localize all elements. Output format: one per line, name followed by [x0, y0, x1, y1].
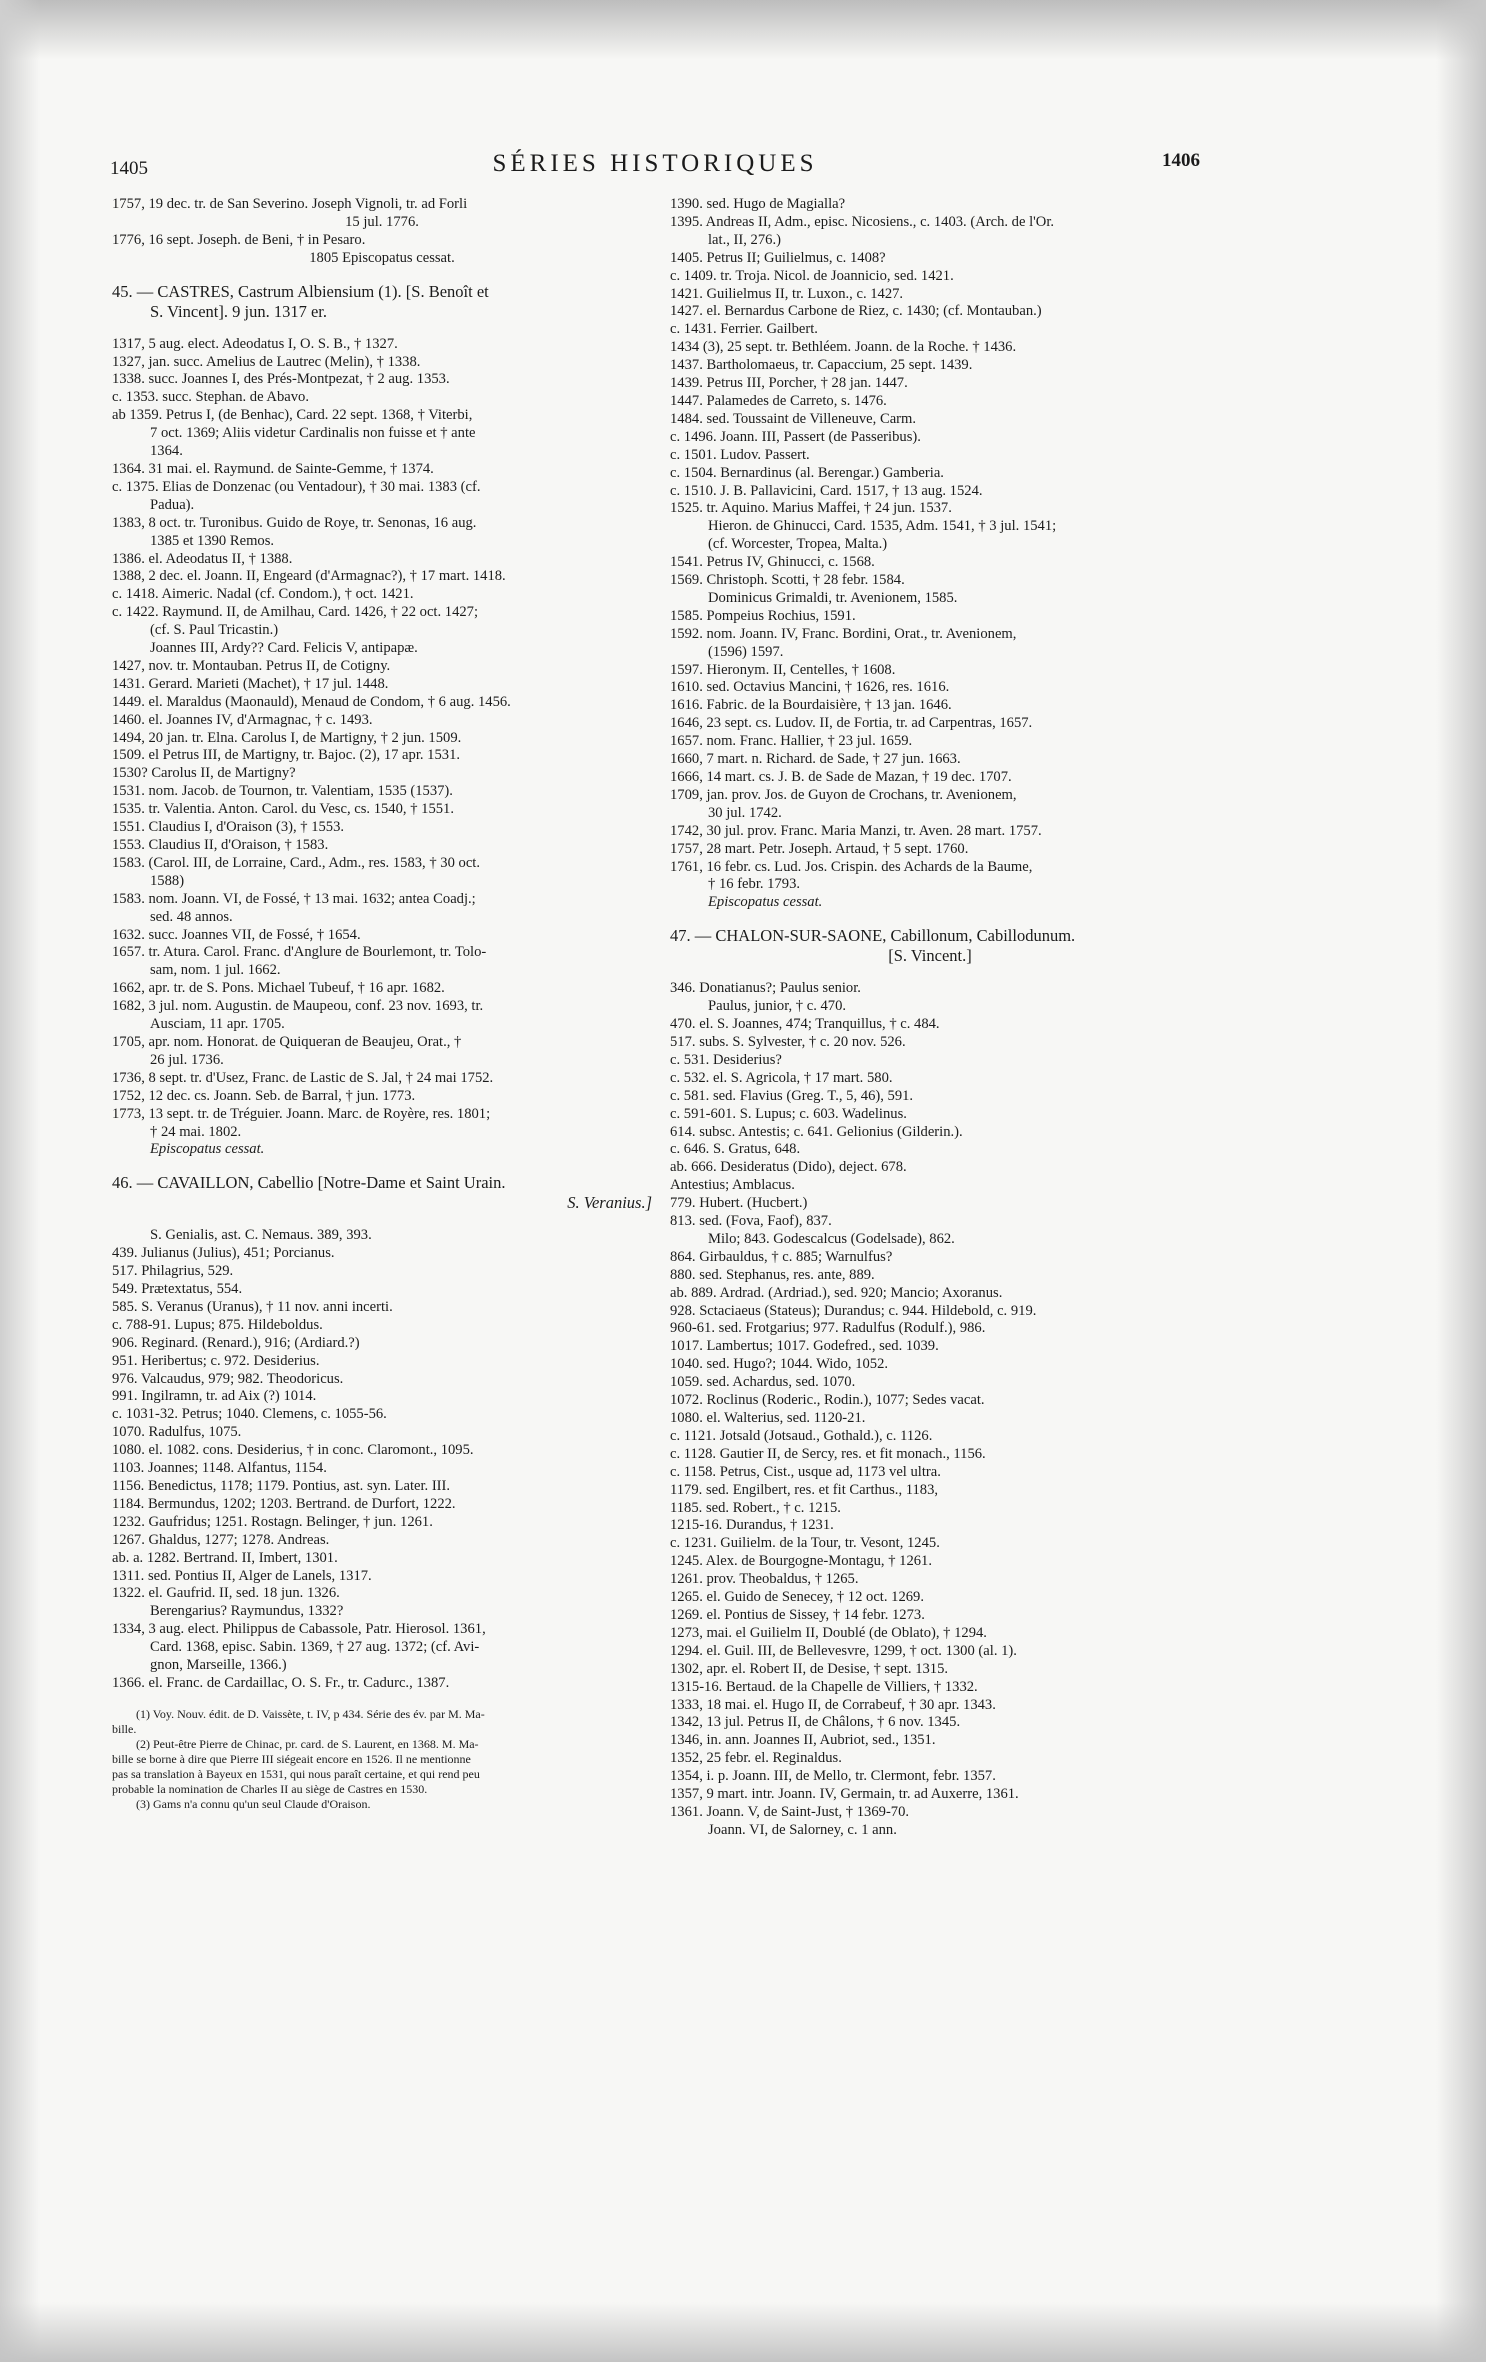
entry-line: Joann. VI, de Salorney, c. 1 ann. [708, 1821, 897, 1838]
entry-line: 1317, 5 aug. elect. Adeodatus I, O. S. B., † 1327. [112, 335, 398, 352]
entry-line: c. 1418. Aimeric. Nadal (cf. Condom.), † oct. 1421. [112, 586, 414, 603]
entry-line: 1535. tr. Valentia. Anton. Carol. du Vesc, cs. 1540, † 1551. [112, 801, 454, 818]
entry-line: 1245. Alex. de Bourgogne-Montagu, † 1261. [670, 1553, 932, 1570]
entry-line: 1080. el. Walterius, sed. 1120-21. [670, 1410, 866, 1426]
entry-line: 1657. nom. Franc. Hallier, † 23 jul. 1659. [670, 733, 913, 750]
entry-line: 1342, 13 jul. Petrus II, de Châlons, † 6 nov. 1345. [670, 1714, 961, 1731]
entry-line: Episcopatus cessat. [708, 894, 823, 911]
entry-line: 1585. Pompeius Rochius, 1591. [670, 607, 856, 624]
footnote-line: pas sa translation à Bayeux en 1531, qui nous paraît certaine, et qui rend peu [112, 1766, 480, 1781]
section-subheading: S. Vincent]. 9 jun. 1317 er. [150, 301, 327, 321]
entry-line: 1541. Petrus IV, Ghinucci, c. 1568. [670, 554, 875, 571]
section-castres [112, 282, 652, 1160]
entry-line: Milo; 843. Godescalcus (Godelsade), 862. [708, 1230, 955, 1247]
entry-line: c. 1496. Joann. III, Passert (de Passeribus). [670, 428, 921, 445]
entry-line: gnon, Marseille, 1366.) [150, 1657, 287, 1674]
entry-line: 1103. Joannes; 1148. Alfantus, 1154. [112, 1460, 327, 1477]
entry-line: 1352, 25 febr. el. Reginaldus. [670, 1750, 842, 1767]
entry-line: 1040. sed. Hugo?; 1044. Wido, 1052. [670, 1356, 889, 1373]
entry-line: 1705, apr. nom. Honorat. de Quiqueran de Beaujeu, Orat., † [112, 1033, 462, 1050]
entry-line: 1666, 14 mart. cs. J. B. de Sade de Mazan, † 19 dec. 1707. [670, 769, 1012, 785]
entry-line: 1583. nom. Joann. VI, de Fossé, † 13 mai. 1632; antea Coadj.; [112, 890, 476, 907]
entry-line: 1460. el. Joannes IV, d'Armagnac, † c. 1493. [112, 711, 373, 728]
entry-line: c. 1510. J. B. Pallavicini, Card. 1517, † 13 aug. 1524. [670, 482, 983, 499]
entry-line: 928. Sctaciaeus (Stateus); Durandus; c. 944. Hildebold, c. 919. [670, 1302, 1037, 1319]
entry-line: 1338. succ. Joannes I, des Prés-Montpezat, † 2 aug. 1353. [112, 371, 450, 388]
entry-line: c. 1353. succ. Stephan. de Abavo. [112, 389, 309, 406]
entry-line: c. 1231. Guilielm. de la Tour, tr. Vesont, 1245. [670, 1535, 940, 1552]
entry-line: 346. Donatianus?; Paulus senior. [670, 980, 861, 997]
entry-line: 1294. el. Guil. III, de Bellevesvre, 1299, † oct. 1300 (al. 1). [670, 1642, 1017, 1659]
entry-line: 1646, 23 sept. cs. Ludov. II, de Fortia, tr. ad Carpentras, 1657. [670, 715, 1033, 732]
entry-line: 1215-16. Durandus, † 1231. [670, 1517, 834, 1534]
entry-line: 1346, in. ann. Joannes II, Aubriot, sed., 1351. [670, 1732, 936, 1749]
entry-line: Hieron. de Ghinucci, Card. 1535, Adm. 1541, † 3 jul. 1541; [708, 518, 1057, 535]
section-heading: 47. — CHALON-SUR-SAONE, Cabillonum, Cabillodunum. [670, 926, 1076, 946]
entry-line: 1736, 8 sept. tr. d'Usez, Franc. de Lastic de S. Jal, † 24 mai 1752. [112, 1069, 494, 1086]
entry-line: 1447. Palamedes de Carreto, s. 1476. [670, 392, 887, 409]
entry-line: 1530? Carolus II, de Martigny? [112, 765, 296, 782]
entry-line: 1267. Ghaldus, 1277; 1278. Andreas. [112, 1531, 330, 1548]
entry-line: 1525. tr. Aquino. Marius Maffei, † 24 jun. 1537. [670, 500, 952, 517]
footnotes [112, 1707, 652, 1812]
entry-line: 1531. nom. Jacob. de Tournon, tr. Valentiam, 1535 (1537). [112, 783, 453, 800]
entry-line: 1017. Lambertus; 1017. Godefred., sed. 1039. [670, 1338, 939, 1355]
entry-line: lat., II, 276.) [708, 231, 781, 248]
entry-line: 7 oct. 1369; Aliis videtur Cardinalis non fuisse et † ante [150, 425, 476, 442]
entry-line: 1273, mai. el Guilielm II, Doublé (de Oblato), † 1294. [670, 1624, 987, 1641]
entry-line: S. Genialis, ast. C. Nemaus. 389, 393. [150, 1227, 372, 1244]
entry-line: 1583. (Carol. III, de Lorraine, Card., Adm., res. 1583, † 30 oct. [112, 854, 481, 871]
entry-line: c. 1409. tr. Troja. Nicol. de Joannicio, sed. 1421. [670, 267, 954, 284]
entry-line: 26 jul. 1736. [150, 1051, 224, 1068]
entry-line: 960-61. sed. Frotgarius; 977. Radulfus (Rodulf.), 986. [670, 1320, 986, 1337]
entry-line: ab. 666. Desideratus (Dido), deject. 678. [670, 1159, 907, 1176]
entry-line: 976. Valcaudus, 979; 982. Theodoricus. [112, 1370, 344, 1387]
entry-line: 1179. sed. Engilbert, res. et fit Carthus., 1183, [670, 1481, 939, 1498]
entry-line: Dominicus Grimaldi, tr. Avenionem, 1585. [708, 589, 958, 606]
entry-line: 1761, 16 febr. cs. Lud. Jos. Crispin. des Achards de la Baume, [670, 858, 1033, 875]
entry-line: 1184. Bermundus, 1202; 1203. Bertrand. de Durfort, 1222. [112, 1495, 456, 1512]
running-header [110, 150, 1200, 180]
entry-line: c. 1375. Elias de Donzenac (ou Ventadour), † 30 mai. 1383 (cf. [112, 478, 481, 495]
section-subheading: [S. Vincent.] [888, 946, 972, 966]
entry-line: 549. Prætextatus, 554. [112, 1281, 243, 1298]
footnote-line: bille. [112, 1721, 137, 1736]
entry-line: c. 1422. Raymund. II, de Amilhau, Card. 1426, † 22 oct. 1427; [112, 604, 479, 621]
scan-edge-left [0, 0, 40, 2362]
entry-line: 906. Reginard. (Renard.), 916; (Ardiard.?) [112, 1334, 360, 1351]
footnote-line: bille se borne à dire que Pierre III siégeait encore en 1526. Il ne mentionne [112, 1751, 471, 1766]
entry-line: c. 646. S. Gratus, 648. [670, 1141, 801, 1158]
entry-line: 1752, 12 dec. cs. Joann. Seb. de Barral, † jun. 1773. [112, 1087, 416, 1104]
scan-edge-top [0, 0, 1486, 60]
entry-line: c. 591-601. S. Lupus; c. 603. Wadelinus. [670, 1105, 907, 1122]
entry-line: 813. sed. (Fova, Faof), 837. [670, 1213, 832, 1230]
entry-line: 1776, 16 sept. Joseph. de Beni, † in Pesaro. [112, 231, 366, 248]
entry-line: 1334, 3 aug. elect. Philippus de Cabassole, Patr. Hierosol. 1361, [112, 1621, 486, 1638]
entry-line: 1156. Benedictus, 1178; 1179. Pontius, ast. syn. Later. III. [112, 1478, 451, 1494]
entry-line: 1364. [150, 443, 183, 460]
section-chalon-sur-saone [670, 926, 1190, 1840]
entry-line: 1509. el Petrus III, de Martigny, tr. Bajoc. (2), 17 apr. 1531. [112, 747, 461, 764]
entry-line: 864. Girbauldus, † c. 885; Warnulfus? [670, 1248, 893, 1265]
section-cavaillon [112, 1173, 652, 1693]
entry-line: c. 1121. Jotsald (Jotsaud., Gothald.), c. 1126. [670, 1427, 933, 1444]
entry-line: 1322. el. Gaufrid. II, sed. 18 jun. 1326. [112, 1585, 340, 1602]
entry-line: 1592. nom. Joann. IV, Franc. Bordini, Orat., tr. Avenionem, [670, 625, 1017, 642]
entry-line: 1311. sed. Pontius II, Alger de Lanels, 1317. [112, 1567, 372, 1584]
entry-line: 1431. Gerard. Marieti (Machet), † 17 jul. 1448. [112, 675, 389, 692]
entry-line: 1390. sed. Hugo de Magialla? [670, 196, 846, 212]
entry-line: 1364. 31 mai. el. Raymund. de Sainte-Gemme, † 1374. [112, 460, 434, 477]
entry-line: 1232. Gaufridus; 1251. Rostagn. Belinger, † jun. 1261. [112, 1513, 433, 1530]
entry-line: 1185. sed. Robert., † c. 1215. [670, 1499, 841, 1516]
entry-line: 1632. succ. Joannes VII, de Fossé, † 1654. [112, 926, 361, 943]
entry-line: sam, nom. 1 jul. 1662. [150, 962, 281, 979]
page-number-right: 1406 [1162, 150, 1200, 171]
entry-line: 517. subs. S. Sylvester, † c. 20 nov. 526. [670, 1033, 906, 1050]
entry-line: 470. el. S. Joannes, 474; Tranquillus, † c. 484. [670, 1016, 940, 1033]
entry-line: 1427, nov. tr. Montauban. Petrus II, de Cotigny. [112, 657, 391, 674]
entry-line: Ausciam, 11 apr. 1705. [150, 1016, 285, 1033]
entry-line: 1395. Andreas II, Adm., episc. Nicosiens., c. 1403. (Arch. de l'Or. [670, 213, 1055, 230]
entry-line: 1261. prov. Theobaldus, † 1265. [670, 1571, 859, 1588]
entry-line: 1551. Claudius I, d'Oraison (3), † 1553. [112, 819, 345, 836]
entry-line: c. 1501. Ludov. Passert. [670, 446, 810, 463]
entry-line: 1388, 2 dec. el. Joann. II, Engeard (d'Armagnac?), † 17 mart. 1418. [112, 568, 506, 585]
footnote-line: (3) Gams n'a connu qu'un seul Claude d'Oraison. [136, 1796, 371, 1811]
entry-line: Card. 1368, episc. Sabin. 1369, † 27 aug. 1372; (cf. Avi- [150, 1639, 480, 1656]
entry-line: c. 531. Desiderius? [670, 1051, 782, 1068]
entry-line: 1437. Bartholomaeus, tr. Capaccium, 25 sept. 1439. [670, 357, 973, 374]
entry-line: 1616. Fabric. de la Bourdaisière, † 13 jan. 1646. [670, 697, 952, 714]
entry-line: c. 581. sed. Flavius (Greg. T., 5, 46), 591. [670, 1087, 914, 1104]
scan-edge-bottom [0, 2302, 1486, 2362]
entry-line: 1302, apr. el. Robert II, de Desise, † sept. 1315. [670, 1660, 949, 1677]
entry-line: ab 1359. Petrus I, (de Benhac), Card. 22 sept. 1368, † Viterbi, [112, 407, 473, 424]
entry-line: 585. S. Veranus (Uranus), † 11 nov. anni incerti. [112, 1298, 393, 1315]
entry-line: 1569. Christoph. Scotti, † 28 febr. 1584. [670, 572, 905, 589]
cavaillon-continued-entries [670, 196, 1190, 912]
entry-line: 1757, 28 mart. Petr. Joseph. Artaud, † 5 sept. 1760. [670, 840, 969, 857]
entry-line: c. 1128. Gautier II, de Sercy, res. et fit monach., 1156. [670, 1445, 986, 1462]
entry-line: 1597. Hieronym. II, Centelles, † 1608. [670, 661, 896, 678]
entry-line: 1385 et 1390 Remos. [150, 532, 275, 549]
section-entries [112, 1227, 652, 1693]
section-heading: 45. — CASTRES, Castrum Albiensium (1). [S. Benoît et [112, 281, 489, 301]
entry-line: 1383, 8 oct. tr. Turonibus. Guido de Roye, tr. Senonas, 16 aug. [112, 514, 477, 531]
entry-line: (cf. Worcester, Tropea, Malta.) [708, 536, 888, 553]
entry-line: 1080. el. 1082. cons. Desiderius, † in conc. Claromont., 1095. [112, 1442, 474, 1459]
entry-line: 439. Julianus (Julius), 451; Porcianus. [112, 1245, 335, 1262]
entry-line: 991. Ingilramn, tr. ad Aix (?) 1014. [112, 1388, 317, 1405]
entry-line: 1072. Roclinus (Roderic., Rodin.), 1077; Sedes vacat. [670, 1392, 985, 1409]
entry-line: † 16 febr. 1793. [708, 876, 801, 893]
entry-line: 1662, apr. tr. de S. Pons. Michael Tubeuf, † 16 apr. 1682. [112, 980, 445, 997]
entry-line: 517. Philagrius, 529. [112, 1263, 234, 1280]
entry-line: 1610. sed. Octavius Mancini, † 1626, res. 1616. [670, 679, 950, 696]
entry-line: 1742, 30 jul. prov. Franc. Maria Manzi, tr. Aven. 28 mart. 1757. [670, 822, 1042, 839]
entry-line: 15 jul. 1776. [345, 213, 419, 230]
entry-line: 30 jul. 1742. [708, 804, 782, 821]
entry-line: 1439. Petrus III, Porcher, † 28 jan. 1447. [670, 375, 908, 392]
entry-line: 1265. el. Guido de Senecey, † 12 oct. 1269. [670, 1589, 924, 1606]
page-number-left: 1405 [110, 158, 148, 179]
castres-preceding-entries [112, 196, 652, 268]
entry-line: sed. 48 annos. [150, 908, 233, 925]
entry-line: 1421. Guilielmus II, tr. Luxon., c. 1427. [670, 285, 904, 302]
running-title: SÉRIES HISTORIQUES [492, 150, 818, 177]
entry-line: 1449. el. Maraldus (Maonauld), Menaud de Condom, † 6 aug. 1456. [112, 693, 511, 710]
entry-line: 1427. el. Bernardus Carbone de Riez, c. 1430; (cf. Montauban.) [670, 303, 1042, 320]
entry-line: c. 1031-32. Petrus; 1040. Clemens, c. 1055-56. [112, 1406, 387, 1423]
entry-line: 1070. Radulfus, 1075. [112, 1424, 242, 1441]
entry-line: 1405. Petrus II; Guilielmus, c. 1408? [670, 249, 886, 266]
entry-line: 1327, jan. succ. Amelius de Lautrec (Melin), † 1338. [112, 353, 421, 370]
entry-line: 880. sed. Stephanus, res. ante, 889. [670, 1266, 875, 1283]
entry-line: 1660, 7 mart. n. Richard. de Sade, † 27 jun. 1663. [670, 751, 961, 768]
entry-line: Paulus, junior, † c. 470. [708, 998, 847, 1015]
entry-line: c. 1504. Bernardinus (al. Berengar.) Gamberia. [670, 464, 944, 481]
entry-line: 1588) [150, 872, 185, 889]
section-heading: 46. — CAVAILLON, Cabellio [Notre-Dame et Saint Urain. [112, 1173, 506, 1193]
entry-line: Episcopatus cessat. [150, 1141, 265, 1158]
entry-line: Antestius; Amblacus. [670, 1177, 795, 1194]
entry-line: 614. subsc. Antestis; c. 641. Gelionius (Gilderin.). [670, 1123, 963, 1140]
section-entries [670, 980, 1190, 1840]
entry-line: 1682, 3 jul. nom. Augustin. de Maupeou, conf. 23 nov. 1693, tr. [112, 998, 484, 1015]
entry-line: ab. a. 1282. Bertrand. II, Imbert, 1301. [112, 1549, 338, 1566]
section-entries [112, 336, 652, 1160]
entry-line: 1361. Joann. V, de Saint-Just, † 1369-70. [670, 1803, 910, 1820]
entry-line: 1366. el. Franc. de Cardaillac, O. S. Fr., tr. Cadurc., 1387. [112, 1674, 450, 1691]
entry-line: 1315-16. Bertaud. de la Chapelle de Villiers, † 1332. [670, 1678, 978, 1695]
entry-line: 1357, 9 mart. intr. Joann. IV, Germain, tr. ad Auxerre, 1361. [670, 1786, 1019, 1803]
footnote-line: (1) Voy. Nouv. édit. de D. Vaissète, t. IV, p 434. Série des év. par M. Ma- [136, 1706, 485, 1721]
entry-line: 1269. el. Pontius de Sissey, † 14 febr. 1273. [670, 1606, 925, 1623]
scan-edge-right [1436, 0, 1486, 2362]
footnote-line: (2) Peut-être Pierre de Chinac, pr. card. de S. Laurent, en 1368. M. Ma- [136, 1736, 479, 1751]
entry-line: 1657. tr. Atura. Carol. Franc. d'Anglure de Bourlemont, tr. Tolo- [112, 944, 487, 961]
entry-line: 1059. sed. Achardus, sed. 1070. [670, 1374, 856, 1391]
entry-line: (cf. S. Paul Tricastin.) [150, 622, 279, 639]
entry-line: c. 1431. Ferrier. Gailbert. [670, 321, 818, 338]
entry-line: c. 532. el. S. Agricola, † 17 mart. 580. [670, 1069, 893, 1086]
entry-line: 1805 Episcopatus cessat. [309, 249, 455, 266]
entry-line: (1596) 1597. [708, 643, 784, 660]
left-column [112, 196, 652, 1812]
entry-line: Berengarius? Raymundus, 1332? [150, 1603, 344, 1620]
entry-line: 1773, 13 sept. tr. de Tréguier. Joann. Marc. de Royère, res. 1801; [112, 1105, 491, 1122]
entry-line: 1757, 19 dec. tr. de San Severino. Joseph Vignoli, tr. ad Forli [112, 196, 468, 212]
entry-line: c. 1158. Petrus, Cist., usque ad, 1173 vel ultra. [670, 1463, 941, 1480]
entry-line: Padua). [150, 496, 195, 513]
entry-line: 951. Heribertus; c. 972. Desiderius. [112, 1352, 320, 1369]
entry-line: † 24 mai. 1802. [150, 1123, 242, 1140]
entry-line: 1494, 20 jan. tr. Elna. Carolus I, de Martigny, † 2 jun. 1509. [112, 729, 462, 746]
entry-line: 1434 (3), 25 sept. tr. Bethléem. Joann. de la Roche. † 1436. [670, 339, 1017, 356]
entry-line: 1709, jan. prov. Jos. de Guyon de Crochans, tr. Avenionem, [670, 786, 1017, 803]
entry-line: 1333, 18 mai. el. Hugo II, de Corrabeuf, † 30 apr. 1343. [670, 1696, 996, 1713]
entry-line: c. 788-91. Lupus; 875. Hildeboldus. [112, 1316, 323, 1333]
entry-line: 1553. Claudius II, d'Oraison, † 1583. [112, 837, 329, 853]
entry-line: 1484. sed. Toussaint de Villeneuve, Carm. [670, 410, 917, 427]
entry-line: Joannes III, Ardy?? Card. Felicis V, antipapæ. [150, 640, 418, 657]
entry-line: 1386. el. Adeodatus II, † 1388. [112, 550, 293, 567]
entry-line: 1354, i. p. Joann. III, de Mello, tr. Clermont, febr. 1357. [670, 1768, 996, 1785]
footnote-line: probable la nomination de Charles II au siège de Castres en 1530. [112, 1781, 428, 1796]
right-column [670, 196, 1190, 1840]
section-subheading: S. Veranius.] [567, 1193, 652, 1213]
entry-line: 779. Hubert. (Hucbert.) [670, 1195, 808, 1212]
entry-line: ab. 889. Ardrad. (Ardriad.), sed. 920; Mancio; Axoranus. [670, 1284, 1003, 1301]
